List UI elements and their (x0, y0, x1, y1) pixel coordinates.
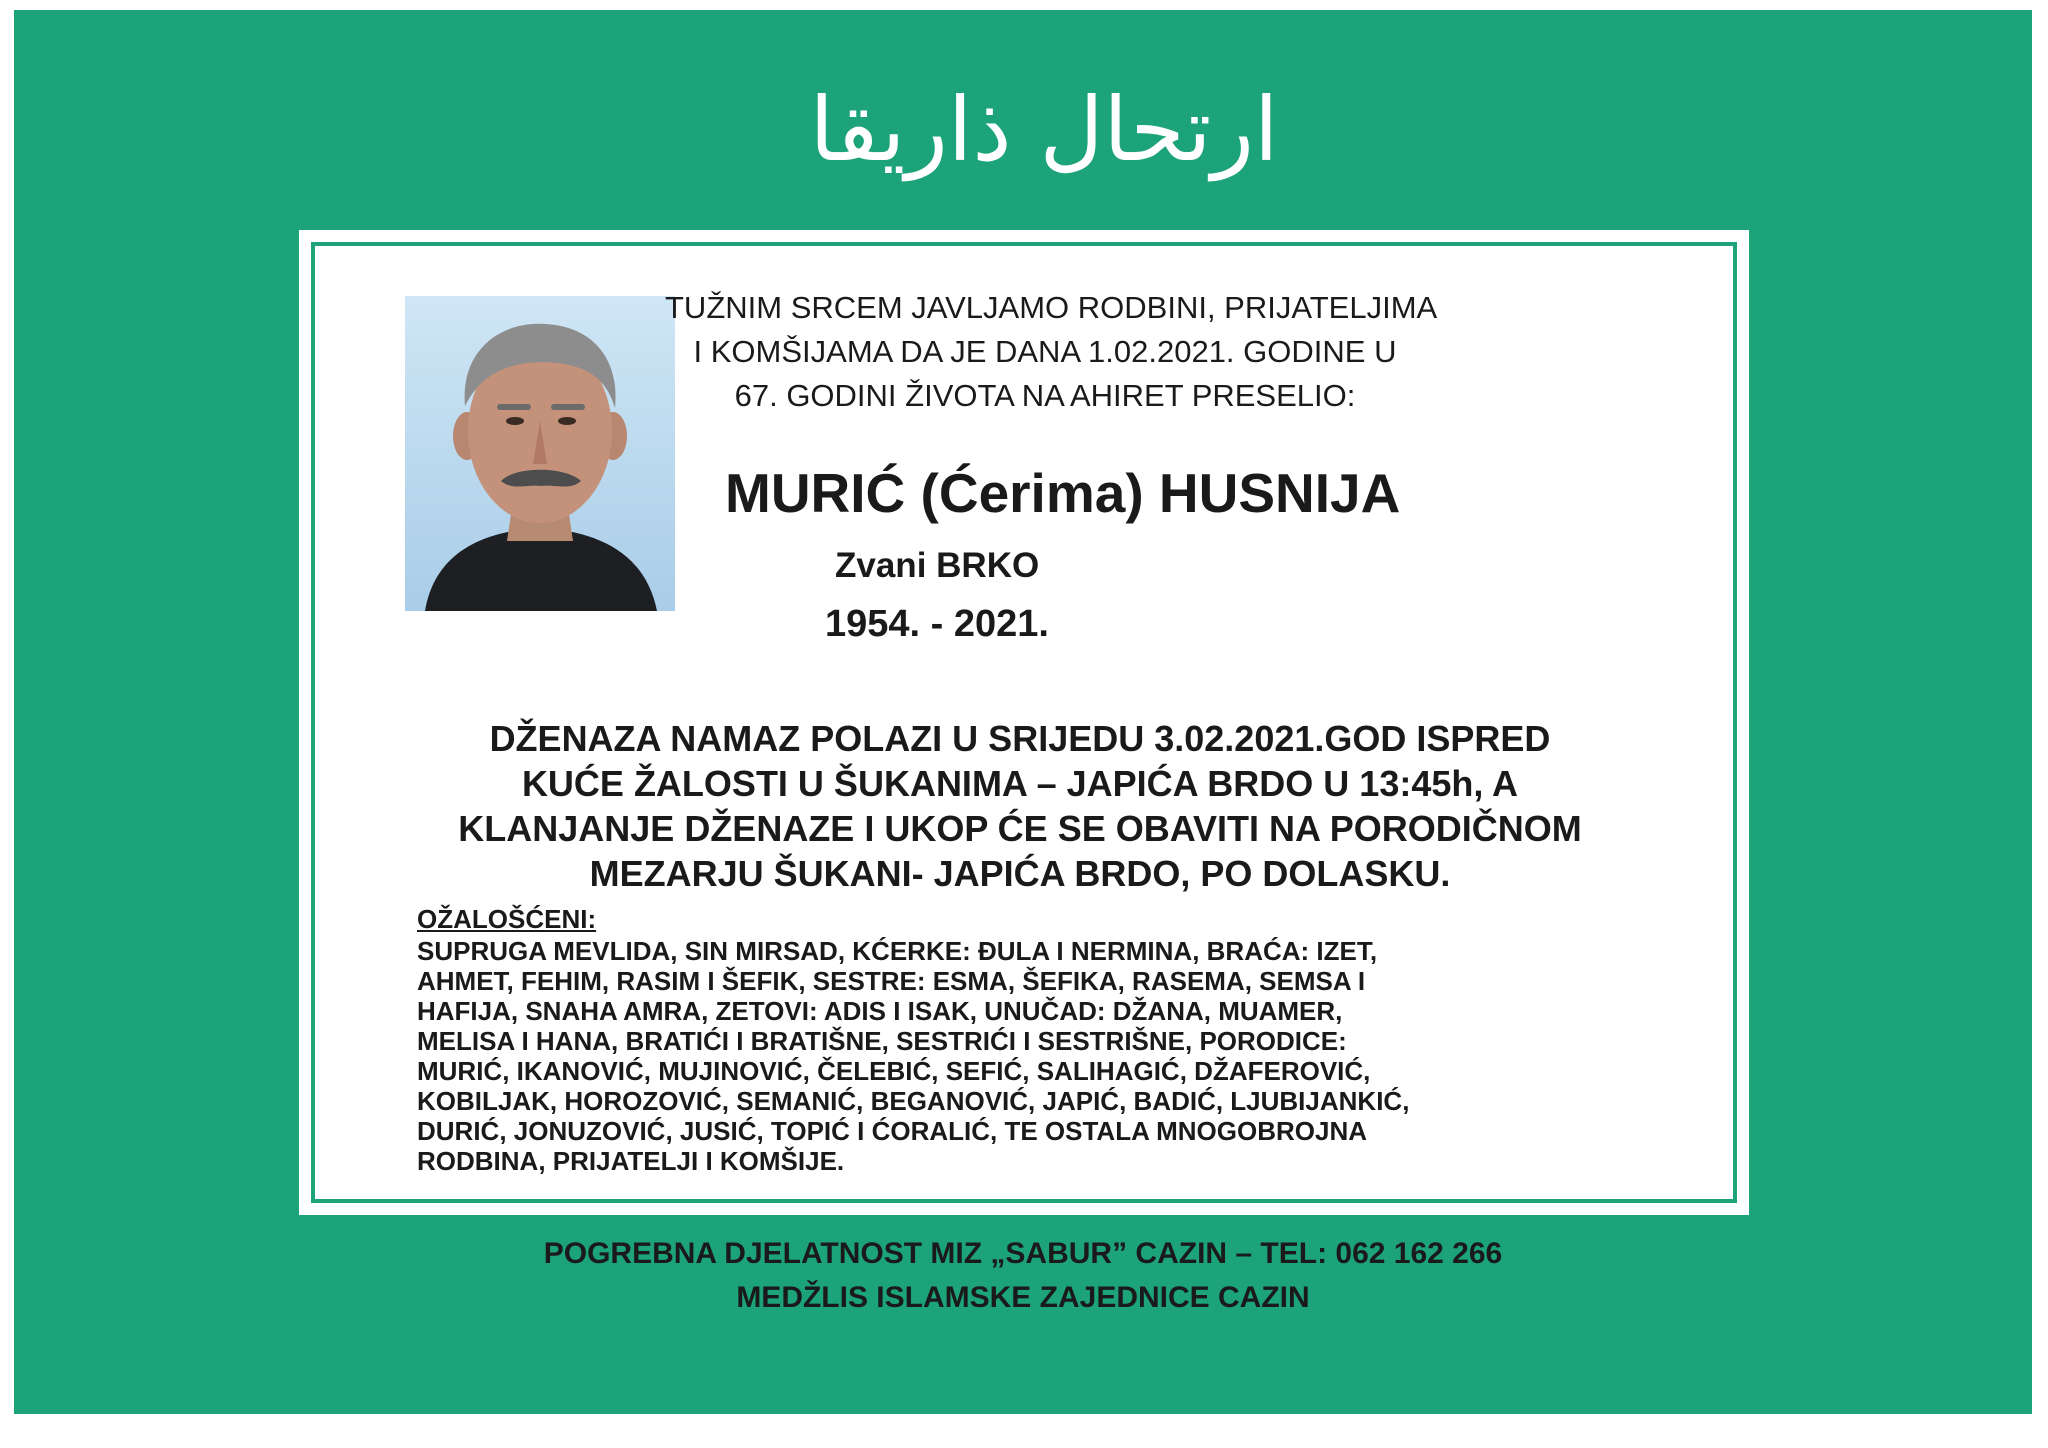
mourners-line: RODBINA, PRIJATELJI I KOMŠIJE. (417, 1146, 845, 1176)
announcement-intro (665, 286, 1438, 418)
intro-line: 67. GODINI ŽIVOTA NA AHIRET PRESELIO: (734, 378, 1356, 413)
mourners-line: MELISA I HANA, BRATIĆI I BRATIŠNE, SESTRIĆI I SESTRIŠNE, PORODICE: (417, 1026, 1347, 1056)
deceased-nickname: Zvani BRKO (835, 546, 1040, 585)
obituary-sheet (14, 10, 2032, 1414)
calligraphy-text: ارتحال ذاريقا (809, 78, 1279, 181)
notice-frame (311, 242, 1737, 1203)
deceased-name: MURIĆ (Ćerima) HUSNIJA (725, 462, 1401, 524)
footer-line: POGREBNA DJELATNOST MIZ „SABUR” CAZIN – TEL: 062 162 266 (543, 1237, 1503, 1270)
life-years: 1954. - 2021. (825, 603, 1049, 645)
intro-line: I KOMŠIJAMA DA JE DANA 1.02.2021. GODINE U (693, 334, 1397, 369)
mourners-line: MURIĆ, IKANOVIĆ, MUJINOVIĆ, ČELEBIĆ, SEFIĆ, SALIHAGIĆ, DŽAFEROVIĆ, (417, 1056, 1371, 1086)
intro-line: TUŽNIM SRCEM JAVLJAMO RODBINI, PRIJATELJIMA (665, 290, 1438, 325)
portrait-photo (405, 296, 675, 611)
mourners-line: KOBILJAK, HOROZOVIĆ, SEMANIĆ, BEGANOVIĆ, JAPIĆ, BADIĆ, LJUBIJANKIĆ, (417, 1086, 1410, 1116)
footer-line: MEDŽLIS ISLAMSKE ZAJEDNICE CAZIN (736, 1281, 1310, 1314)
funeral-line: DŽENAZA NAMAZ POLAZI U SRIJEDU 3.02.2021.GOD ISPRED (489, 718, 1551, 759)
mourners-heading: OŽALOŠĆENI: (417, 904, 597, 934)
mourners-line: AHMET, FEHIM, RASIM I ŠEFIK, SESTRE: ESMA, ŠEFIKA, RASEMA, SEMSA I (417, 966, 1366, 996)
mourners-line: HAFIJA, SNAHA AMRA, ZETOVI: ADIS I ISAK, UNUČAD: DŽANA, MUAMER, (417, 996, 1343, 1026)
mourners-list (417, 936, 1627, 1176)
funeral-details (355, 716, 1685, 896)
funeral-line: MEZARJU ŠUKANI- JAPIĆA BRDO, PO DOLASKU. (589, 853, 1451, 894)
arabic-calligraphy-emblem (809, 40, 1279, 215)
notice-panel (299, 230, 1749, 1215)
mourners-line: SUPRUGA MEVLIDA, SIN MIRSAD, KĆERKE: ĐULA I NERMINA, BRAĆA: IZET, (417, 936, 1378, 966)
mourners-line: DURIĆ, JONUZOVIĆ, JUSIĆ, TOPIĆ I ĆORALIĆ, TE OSTALA MNOGOBROJNA (417, 1116, 1368, 1146)
funeral-line: KUĆE ŽALOSTI U ŠUKANIMA – JAPIĆA BRDO U 13:45h, A (521, 763, 1519, 804)
funeral-line: KLANJANJE DŽENAZE I UKOP ĆE SE OBAVITI NA PORODIČNOM (458, 808, 1582, 849)
funeral-service-footer (14, 1232, 2032, 1320)
